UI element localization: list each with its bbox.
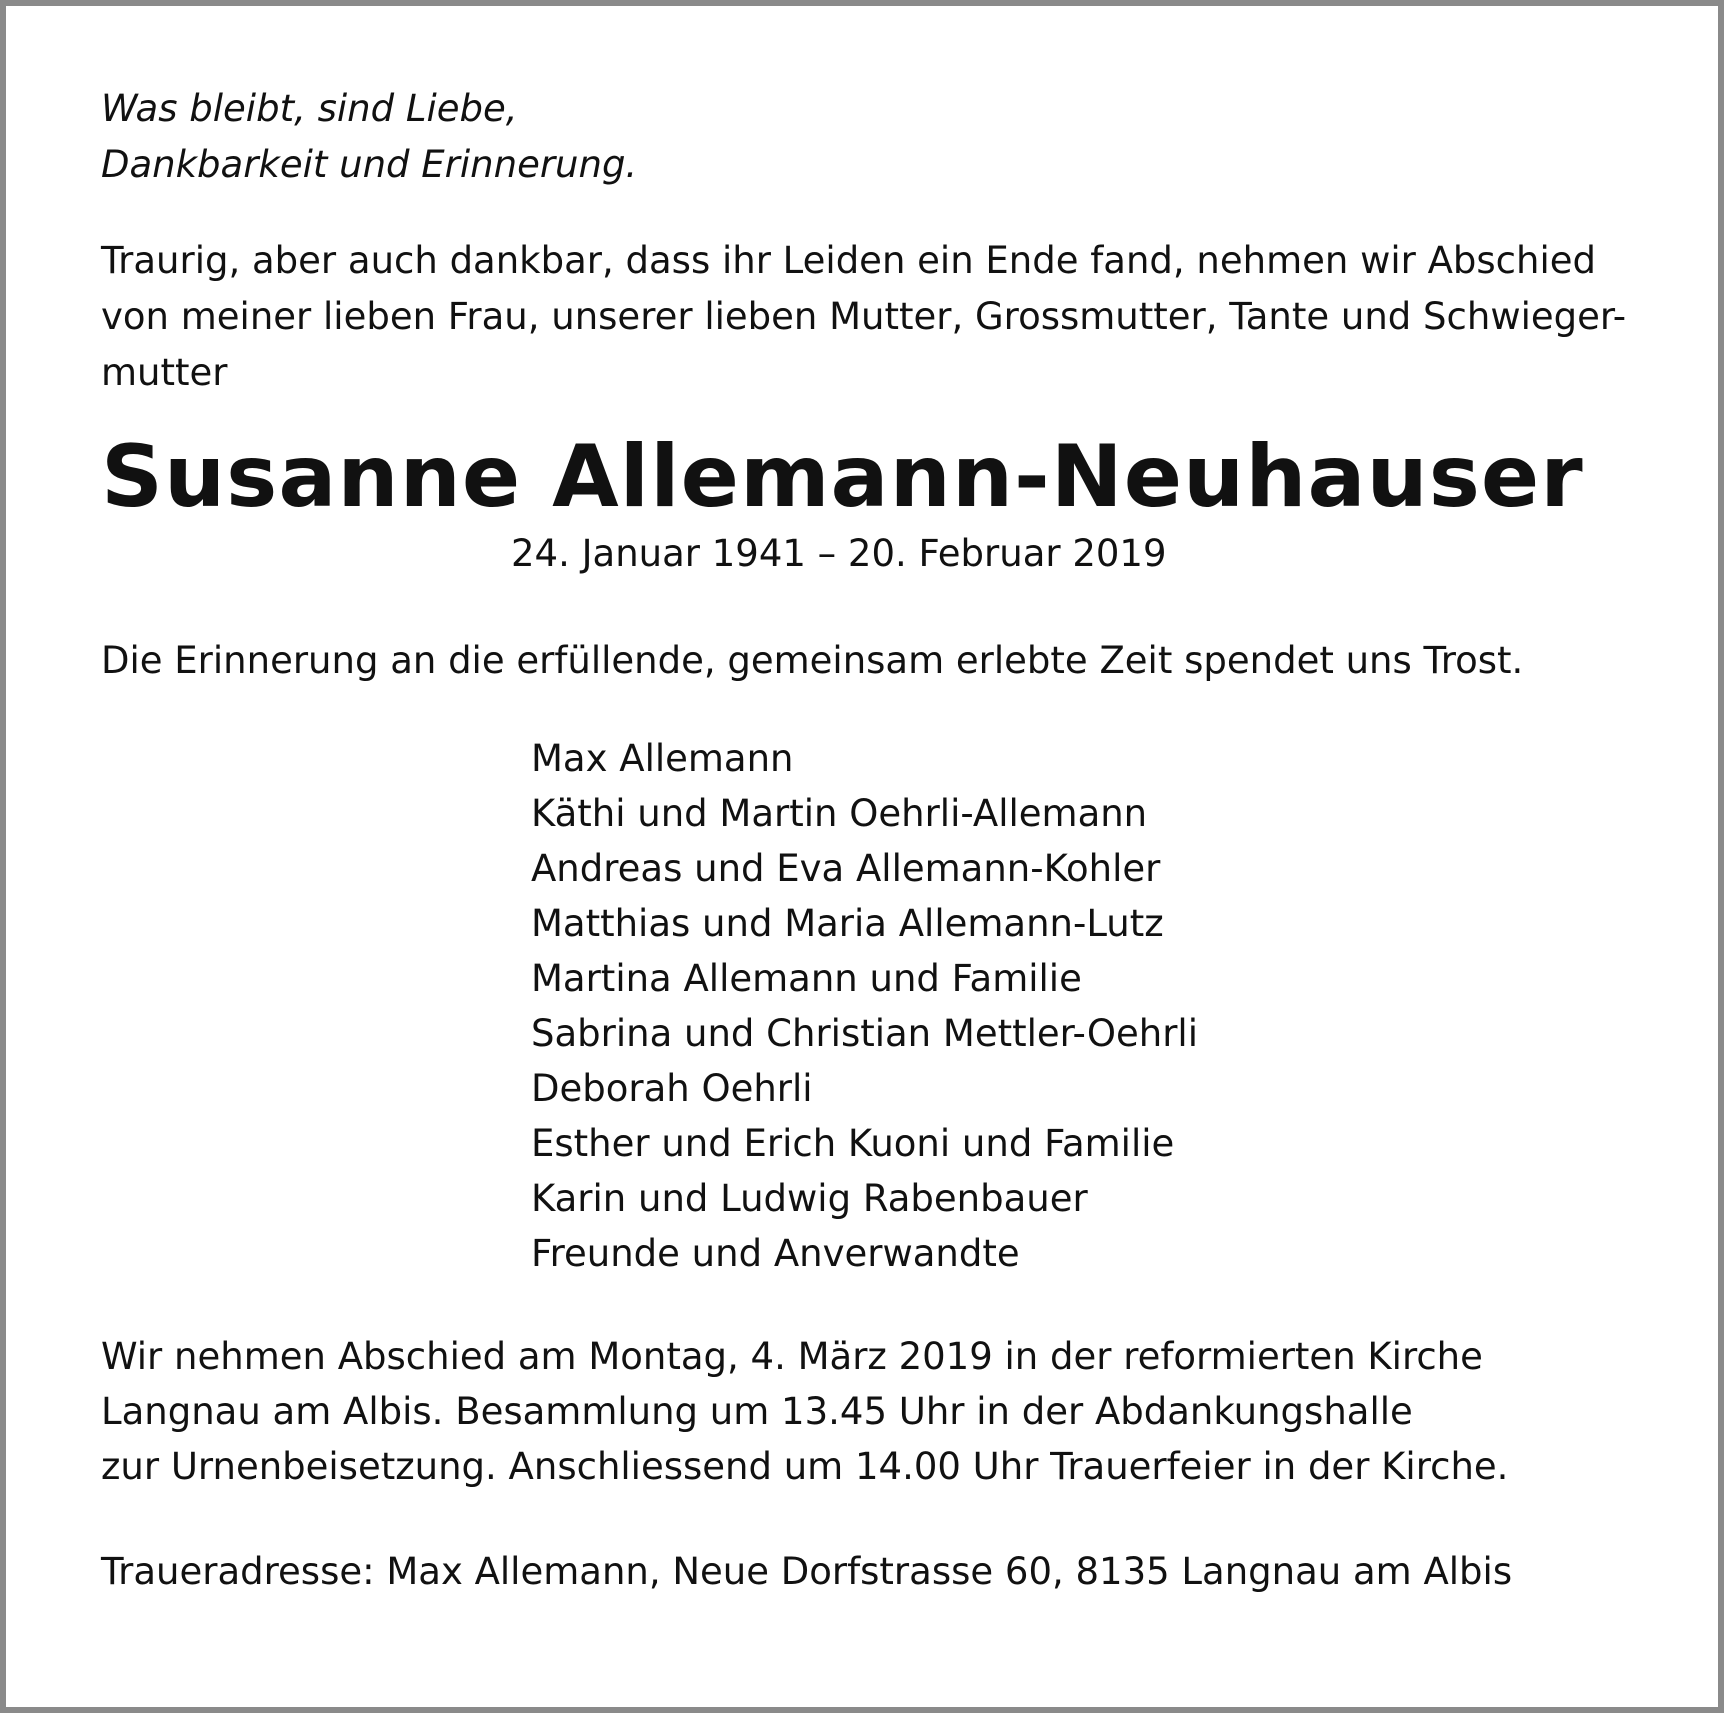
deceased-name: Susanne Allemann-Neuhauser bbox=[101, 427, 1584, 527]
service-info bbox=[101, 1329, 1661, 1494]
mourner-item: Matthias und Maria Allemann-Lutz bbox=[531, 902, 1164, 945]
service-line: Langnau am Albis. Besammlung um 13.45 Uhr in der Abdankungshalle bbox=[101, 1390, 1413, 1433]
service-line: zur Urnenbeisetzung. Anschliessend um 14.00 Uhr Trauerfeier in der Kirche. bbox=[101, 1445, 1509, 1488]
mourner-item: Freunde und Anverwandte bbox=[531, 1232, 1020, 1275]
intro-line: Traurig, aber auch dankbar, dass ihr Leiden ein Ende fand, nehmen wir Abschied bbox=[101, 239, 1596, 282]
life-dates: 24. Januar 1941 – 20. Februar 2019 bbox=[511, 532, 1167, 575]
mourner-item: Andreas und Eva Allemann-Kohler bbox=[531, 847, 1161, 890]
mourners-list bbox=[531, 731, 1661, 1281]
obituary-content bbox=[101, 81, 1661, 1600]
comfort-text: Die Erinnerung an die erfüllende, gemeinsam erlebte Zeit spendet uns Trost. bbox=[101, 639, 1524, 682]
mourner-item: Esther und Erich Kuoni und Familie bbox=[531, 1122, 1175, 1165]
mourner-item: Martina Allemann und Familie bbox=[531, 957, 1082, 1000]
mourner-item: Karin und Ludwig Rabenbauer bbox=[531, 1177, 1088, 1220]
mourner-item: Sabrina und Christian Mettler-Oehrli bbox=[531, 1012, 1198, 1055]
mourner-item: Deborah Oehrli bbox=[531, 1067, 813, 1110]
mourning-address: Traueradresse: Max Allemann, Neue Dorfstrasse 60, 8135 Langnau am Albis bbox=[101, 1550, 1513, 1593]
mourner-item: Max Allemann bbox=[531, 737, 794, 780]
intro-line: von meiner lieben Frau, unserer lieben Mutter, Grossmutter, Tante und Schwieger- bbox=[101, 295, 1627, 338]
motto-line: Dankbarkeit und Erinnerung. bbox=[101, 143, 638, 186]
intro-text bbox=[101, 233, 1661, 401]
service-line: Wir nehmen Abschied am Montag, 4. März 2019 in der reformierten Kirche bbox=[101, 1335, 1483, 1378]
motto-line: Was bleibt, sind Liebe, bbox=[101, 87, 518, 130]
intro-line: mutter bbox=[101, 351, 228, 394]
motto bbox=[101, 81, 1661, 193]
mourner-item: Käthi und Martin Oehrli-Allemann bbox=[531, 792, 1148, 835]
